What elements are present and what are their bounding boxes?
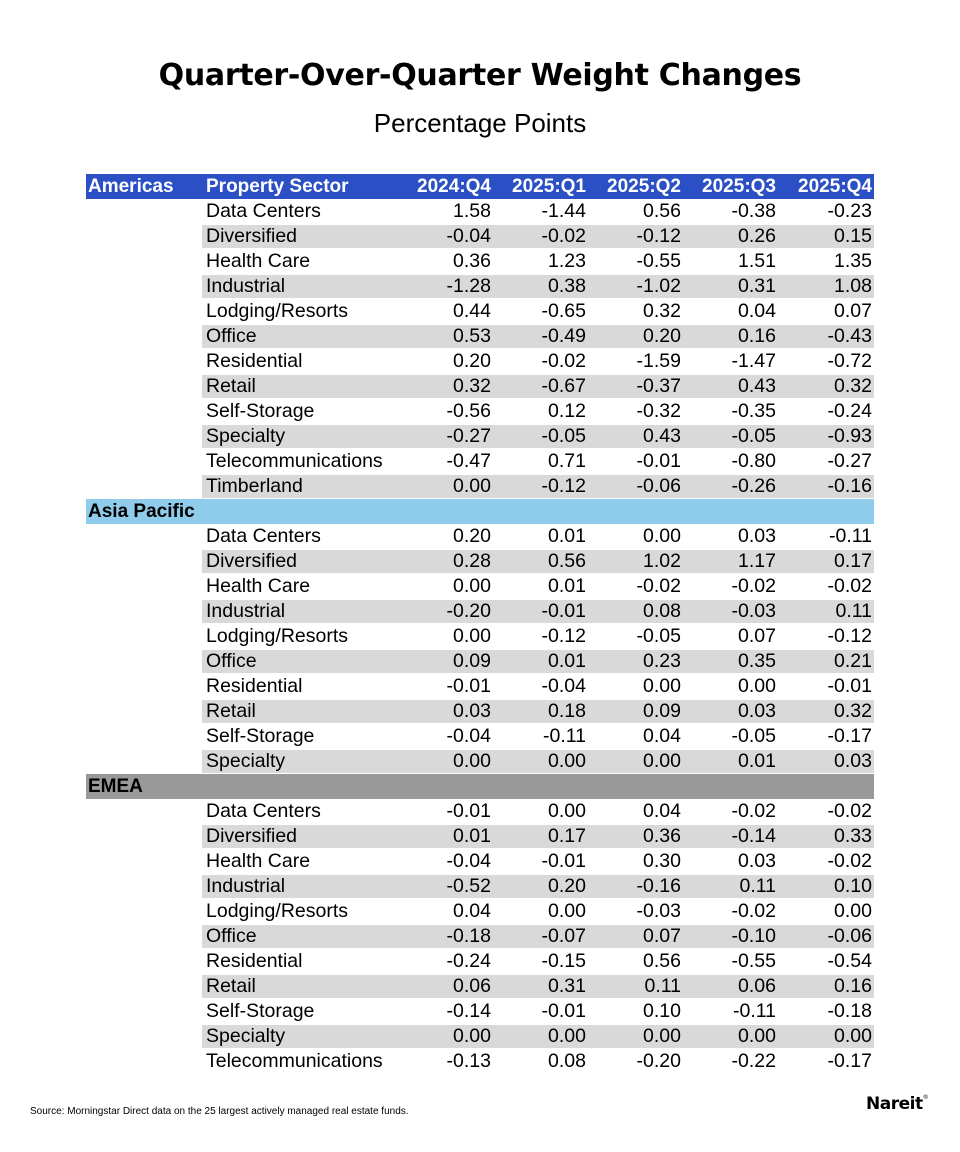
sector-cell: Industrial xyxy=(202,275,398,298)
header-col-2: 2025:Q1 xyxy=(512,175,586,197)
table-row xyxy=(86,424,874,449)
table-row xyxy=(86,949,874,974)
value-cell: -0.06 xyxy=(778,925,874,948)
value-cell: -0.55 xyxy=(636,250,681,272)
value-cell: -0.01 xyxy=(446,800,491,822)
value-cell: -0.14 xyxy=(683,825,778,848)
value-cell: -0.20 xyxy=(398,600,493,623)
sector-cell: Specialty xyxy=(202,1025,398,1048)
header-col-3: 2025:Q2 xyxy=(607,175,681,197)
value-cell: 0.01 xyxy=(493,650,588,673)
value-cell: 0.56 xyxy=(493,550,588,573)
value-cell: -0.02 xyxy=(731,800,776,822)
sector-cell: Industrial xyxy=(202,600,398,623)
value-cell: 0.20 xyxy=(453,350,491,372)
value-cell: 0.31 xyxy=(683,275,778,298)
value-cell: 0.00 xyxy=(398,750,493,773)
value-cell: -0.16 xyxy=(588,875,683,898)
sector-cell: Retail xyxy=(202,975,398,998)
value-cell: -0.26 xyxy=(683,475,778,498)
value-cell: 0.32 xyxy=(778,700,874,723)
chart-subtitle: Percentage Points xyxy=(373,108,587,138)
table-row xyxy=(86,349,874,374)
table-row xyxy=(86,599,874,624)
value-cell: 0.38 xyxy=(493,275,588,298)
value-cell: -0.04 xyxy=(446,725,491,747)
value-cell: -0.11 xyxy=(829,525,872,547)
sector-cell: Diversified xyxy=(202,225,398,248)
value-cell: 0.01 xyxy=(548,525,586,547)
value-cell: -0.23 xyxy=(827,200,872,222)
table-row xyxy=(86,699,874,724)
value-cell: -0.05 xyxy=(493,425,588,448)
value-cell: -0.27 xyxy=(398,425,493,448)
table-row xyxy=(86,999,874,1024)
value-cell: -0.05 xyxy=(683,425,778,448)
value-cell: 0.03 xyxy=(738,850,776,872)
value-cell: 0.12 xyxy=(548,400,586,422)
value-cell: -0.56 xyxy=(446,400,491,422)
value-cell: 0.03 xyxy=(398,700,493,723)
value-cell: 0.20 xyxy=(588,325,683,348)
value-cell: 0.00 xyxy=(398,475,493,498)
sector-cell: Self-Storage xyxy=(206,400,315,422)
region-row xyxy=(86,774,874,799)
value-cell: -0.11 xyxy=(543,725,586,747)
value-cell: 0.00 xyxy=(738,675,776,697)
value-cell: -0.06 xyxy=(588,475,683,498)
sector-cell: Diversified xyxy=(202,550,398,573)
value-cell: 0.10 xyxy=(778,875,874,898)
sector-cell: Industrial xyxy=(202,875,398,898)
value-cell: -0.49 xyxy=(493,325,588,348)
sector-cell: Diversified xyxy=(202,825,398,848)
value-cell: -0.12 xyxy=(827,625,872,647)
header-property-sector: Property Sector xyxy=(206,175,349,197)
value-cell: -0.05 xyxy=(731,725,776,747)
table-row xyxy=(86,974,874,999)
value-cell: -0.04 xyxy=(398,225,493,248)
sector-cell: Retail xyxy=(202,700,398,723)
table-row xyxy=(86,749,874,774)
value-cell: -1.28 xyxy=(398,275,493,298)
value-cell: 0.00 xyxy=(398,1025,493,1048)
value-cell: -0.24 xyxy=(446,950,491,972)
value-cell: -0.15 xyxy=(541,950,586,972)
value-cell: -0.54 xyxy=(827,950,872,972)
value-cell: 0.09 xyxy=(398,650,493,673)
value-cell: 0.00 xyxy=(453,575,491,597)
value-cell: -0.01 xyxy=(493,600,588,623)
table-row xyxy=(86,1049,874,1074)
value-cell: 0.53 xyxy=(398,325,493,348)
value-cell: -0.32 xyxy=(636,400,681,422)
sector-cell: Office xyxy=(202,650,398,673)
table-row xyxy=(86,1024,874,1049)
table-row xyxy=(86,199,874,224)
table-row xyxy=(86,649,874,674)
sector-cell: Office xyxy=(202,925,398,948)
sector-cell: Telecommunications xyxy=(206,450,383,472)
value-cell: -0.93 xyxy=(778,425,874,448)
value-cell: -0.22 xyxy=(731,1050,776,1072)
table-row xyxy=(86,724,874,749)
value-cell: -0.10 xyxy=(683,925,778,948)
value-cell: -0.01 xyxy=(827,675,872,697)
value-cell: 0.09 xyxy=(588,700,683,723)
table-row xyxy=(86,624,874,649)
chart-title: Quarter-Over-Quarter Weight Changes xyxy=(158,58,802,93)
sector-cell: Residential xyxy=(206,950,303,972)
value-cell: -0.38 xyxy=(731,200,776,222)
logo-text: Nareit xyxy=(866,1094,923,1114)
value-cell: 0.11 xyxy=(588,975,683,998)
value-cell: -0.17 xyxy=(827,725,872,747)
value-cell: -0.43 xyxy=(778,325,874,348)
value-cell: -0.02 xyxy=(827,850,872,872)
value-cell: -0.18 xyxy=(398,925,493,948)
value-cell: -0.04 xyxy=(446,850,491,872)
value-cell: 0.00 xyxy=(643,675,681,697)
value-cell: -0.02 xyxy=(493,225,588,248)
sector-cell: Data Centers xyxy=(206,200,321,222)
value-cell: 0.01 xyxy=(548,575,586,597)
table-row xyxy=(86,524,874,549)
table-row xyxy=(86,324,874,349)
value-cell: -1.47 xyxy=(731,350,776,372)
value-cell: 0.32 xyxy=(643,300,681,322)
value-cell: 0.06 xyxy=(683,975,778,998)
value-cell: -0.03 xyxy=(683,600,778,623)
region-row xyxy=(86,499,874,524)
value-cell: 0.20 xyxy=(493,875,588,898)
value-cell: 0.01 xyxy=(398,825,493,848)
value-cell: -0.12 xyxy=(493,475,588,498)
value-cell: 0.03 xyxy=(738,525,776,547)
value-cell: 0.11 xyxy=(683,875,778,898)
nareit-logo xyxy=(866,1094,928,1114)
table-header-row xyxy=(86,174,874,199)
value-cell: -0.01 xyxy=(541,850,586,872)
value-cell: 0.32 xyxy=(398,375,493,398)
value-cell: -1.44 xyxy=(541,200,586,222)
value-cell: -0.47 xyxy=(446,450,491,472)
value-cell: 0.03 xyxy=(778,750,874,773)
value-cell: -0.11 xyxy=(733,1000,776,1022)
value-cell: 0.20 xyxy=(453,525,491,547)
table-row xyxy=(86,399,874,424)
value-cell: -0.80 xyxy=(731,450,776,472)
value-cell: -0.01 xyxy=(636,450,681,472)
table-row xyxy=(86,899,874,924)
value-cell: 0.30 xyxy=(643,850,681,872)
value-cell: 0.04 xyxy=(453,900,491,922)
value-cell: 0.07 xyxy=(738,625,776,647)
value-cell: -0.02 xyxy=(827,800,872,822)
value-cell: 0.17 xyxy=(493,825,588,848)
value-cell: 0.43 xyxy=(683,375,778,398)
value-cell: -0.01 xyxy=(541,1000,586,1022)
value-cell: 0.43 xyxy=(588,425,683,448)
value-cell: -0.01 xyxy=(446,675,491,697)
sector-cell: Specialty xyxy=(202,425,398,448)
header-col-5: 2025:Q4 xyxy=(798,175,872,197)
sector-cell: Residential xyxy=(206,675,303,697)
value-cell: 0.31 xyxy=(493,975,588,998)
table-row xyxy=(86,249,874,274)
table-row xyxy=(86,824,874,849)
table-row xyxy=(86,224,874,249)
sector-cell: Telecommunications xyxy=(206,1050,383,1072)
sector-cell: Lodging/Resorts xyxy=(206,900,349,922)
value-cell: 0.06 xyxy=(398,975,493,998)
sector-cell: Health Care xyxy=(206,250,311,272)
value-cell: 1.23 xyxy=(548,250,586,272)
value-cell: 1.17 xyxy=(683,550,778,573)
value-cell: -1.02 xyxy=(588,275,683,298)
value-cell: 0.00 xyxy=(548,800,586,822)
table-row xyxy=(86,449,874,474)
region-label: Asia Pacific xyxy=(88,500,195,522)
value-cell: 0.36 xyxy=(453,250,491,272)
value-cell: 0.00 xyxy=(548,900,586,922)
value-cell: 1.58 xyxy=(453,200,491,222)
value-cell: 1.35 xyxy=(834,250,872,272)
region-label: EMEA xyxy=(88,775,143,797)
table-row xyxy=(86,849,874,874)
value-cell: 0.32 xyxy=(778,375,874,398)
value-cell: -0.02 xyxy=(827,575,872,597)
source-note: Source: Morningstar Direct data on the 25 largest actively managed real estate funds. xyxy=(30,1106,409,1117)
value-cell: 0.00 xyxy=(493,750,588,773)
value-cell: -0.20 xyxy=(636,1050,681,1072)
value-cell: -0.16 xyxy=(778,475,874,498)
value-cell: -1.59 xyxy=(636,350,681,372)
sector-cell: Self-Storage xyxy=(206,1000,315,1022)
value-cell: -0.13 xyxy=(446,1050,491,1072)
value-cell: 0.44 xyxy=(453,300,491,322)
value-cell: -0.02 xyxy=(636,575,681,597)
value-cell: 0.26 xyxy=(683,225,778,248)
value-cell: 0.71 xyxy=(548,450,586,472)
value-cell: -0.17 xyxy=(827,1050,872,1072)
sector-cell: Self-Storage xyxy=(206,725,315,747)
value-cell: 0.23 xyxy=(588,650,683,673)
value-cell: -0.14 xyxy=(446,1000,491,1022)
value-cell: 0.07 xyxy=(588,925,683,948)
table-row xyxy=(86,574,874,599)
value-cell: -0.02 xyxy=(731,575,776,597)
value-cell: 0.07 xyxy=(834,300,872,322)
value-cell: 0.00 xyxy=(588,1025,683,1048)
value-cell: 0.00 xyxy=(778,1025,874,1048)
value-cell: -0.02 xyxy=(731,900,776,922)
value-cell: 0.04 xyxy=(738,300,776,322)
value-cell: -0.02 xyxy=(541,350,586,372)
value-cell: -0.67 xyxy=(493,375,588,398)
value-cell: 0.18 xyxy=(493,700,588,723)
weight-changes-table xyxy=(86,174,874,1074)
value-cell: -0.27 xyxy=(827,450,872,472)
table-row xyxy=(86,674,874,699)
sector-cell: Office xyxy=(202,325,398,348)
value-cell: 1.08 xyxy=(778,275,874,298)
value-cell: -0.04 xyxy=(541,675,586,697)
sector-cell: Health Care xyxy=(206,575,311,597)
value-cell: 0.04 xyxy=(643,800,681,822)
value-cell: 0.28 xyxy=(398,550,493,573)
sector-cell: Health Care xyxy=(206,850,311,872)
value-cell: 0.11 xyxy=(778,600,874,623)
table-row xyxy=(86,474,874,499)
value-cell: 0.04 xyxy=(643,725,681,747)
value-cell: 0.16 xyxy=(778,975,874,998)
value-cell: 0.36 xyxy=(588,825,683,848)
value-cell: -0.35 xyxy=(731,400,776,422)
value-cell: -0.52 xyxy=(398,875,493,898)
value-cell: 0.17 xyxy=(778,550,874,573)
value-cell: -0.37 xyxy=(588,375,683,398)
table-row xyxy=(86,924,874,949)
value-cell: 0.08 xyxy=(548,1050,586,1072)
sector-cell: Residential xyxy=(206,350,303,372)
table-row xyxy=(86,874,874,899)
header-region: Americas xyxy=(88,175,174,197)
table-row xyxy=(86,299,874,324)
value-cell: 1.02 xyxy=(588,550,683,573)
table-row xyxy=(86,374,874,399)
value-cell: 0.56 xyxy=(643,200,681,222)
value-cell: 0.00 xyxy=(493,1025,588,1048)
sector-cell: Lodging/Resorts xyxy=(206,300,349,322)
header-col-4: 2025:Q3 xyxy=(702,175,776,197)
value-cell: -0.24 xyxy=(827,400,872,422)
sector-cell: Specialty xyxy=(202,750,398,773)
value-cell: 0.00 xyxy=(588,750,683,773)
value-cell: -0.18 xyxy=(827,1000,872,1022)
value-cell: 0.35 xyxy=(683,650,778,673)
header-col-1: 2024:Q4 xyxy=(417,175,491,197)
value-cell: -0.12 xyxy=(541,625,586,647)
value-cell: -0.65 xyxy=(541,300,586,322)
value-cell: 1.51 xyxy=(738,250,776,272)
value-cell: 0.56 xyxy=(643,950,681,972)
sector-cell: Data Centers xyxy=(206,800,321,822)
table-row xyxy=(86,549,874,574)
value-cell: 0.33 xyxy=(778,825,874,848)
value-cell: 0.03 xyxy=(683,700,778,723)
value-cell: 0.08 xyxy=(588,600,683,623)
value-cell: 0.15 xyxy=(778,225,874,248)
table-row xyxy=(86,799,874,824)
value-cell: 0.10 xyxy=(643,1000,681,1022)
sector-cell: Data Centers xyxy=(206,525,321,547)
value-cell: 0.00 xyxy=(453,625,491,647)
table-row xyxy=(86,274,874,299)
sector-cell: Timberland xyxy=(202,475,398,498)
value-cell: -0.05 xyxy=(636,625,681,647)
logo-registered-mark: ® xyxy=(922,1094,929,1101)
value-cell: -0.12 xyxy=(588,225,683,248)
value-cell: 0.21 xyxy=(778,650,874,673)
value-cell: -0.07 xyxy=(493,925,588,948)
value-cell: 0.00 xyxy=(683,1025,778,1048)
value-cell: 0.00 xyxy=(643,525,681,547)
sector-cell: Lodging/Resorts xyxy=(206,625,349,647)
sector-cell: Retail xyxy=(202,375,398,398)
value-cell: 0.00 xyxy=(834,900,872,922)
value-cell: -0.55 xyxy=(731,950,776,972)
value-cell: 0.16 xyxy=(683,325,778,348)
value-cell: -0.72 xyxy=(827,350,872,372)
value-cell: -0.03 xyxy=(636,900,681,922)
value-cell: 0.01 xyxy=(683,750,778,773)
